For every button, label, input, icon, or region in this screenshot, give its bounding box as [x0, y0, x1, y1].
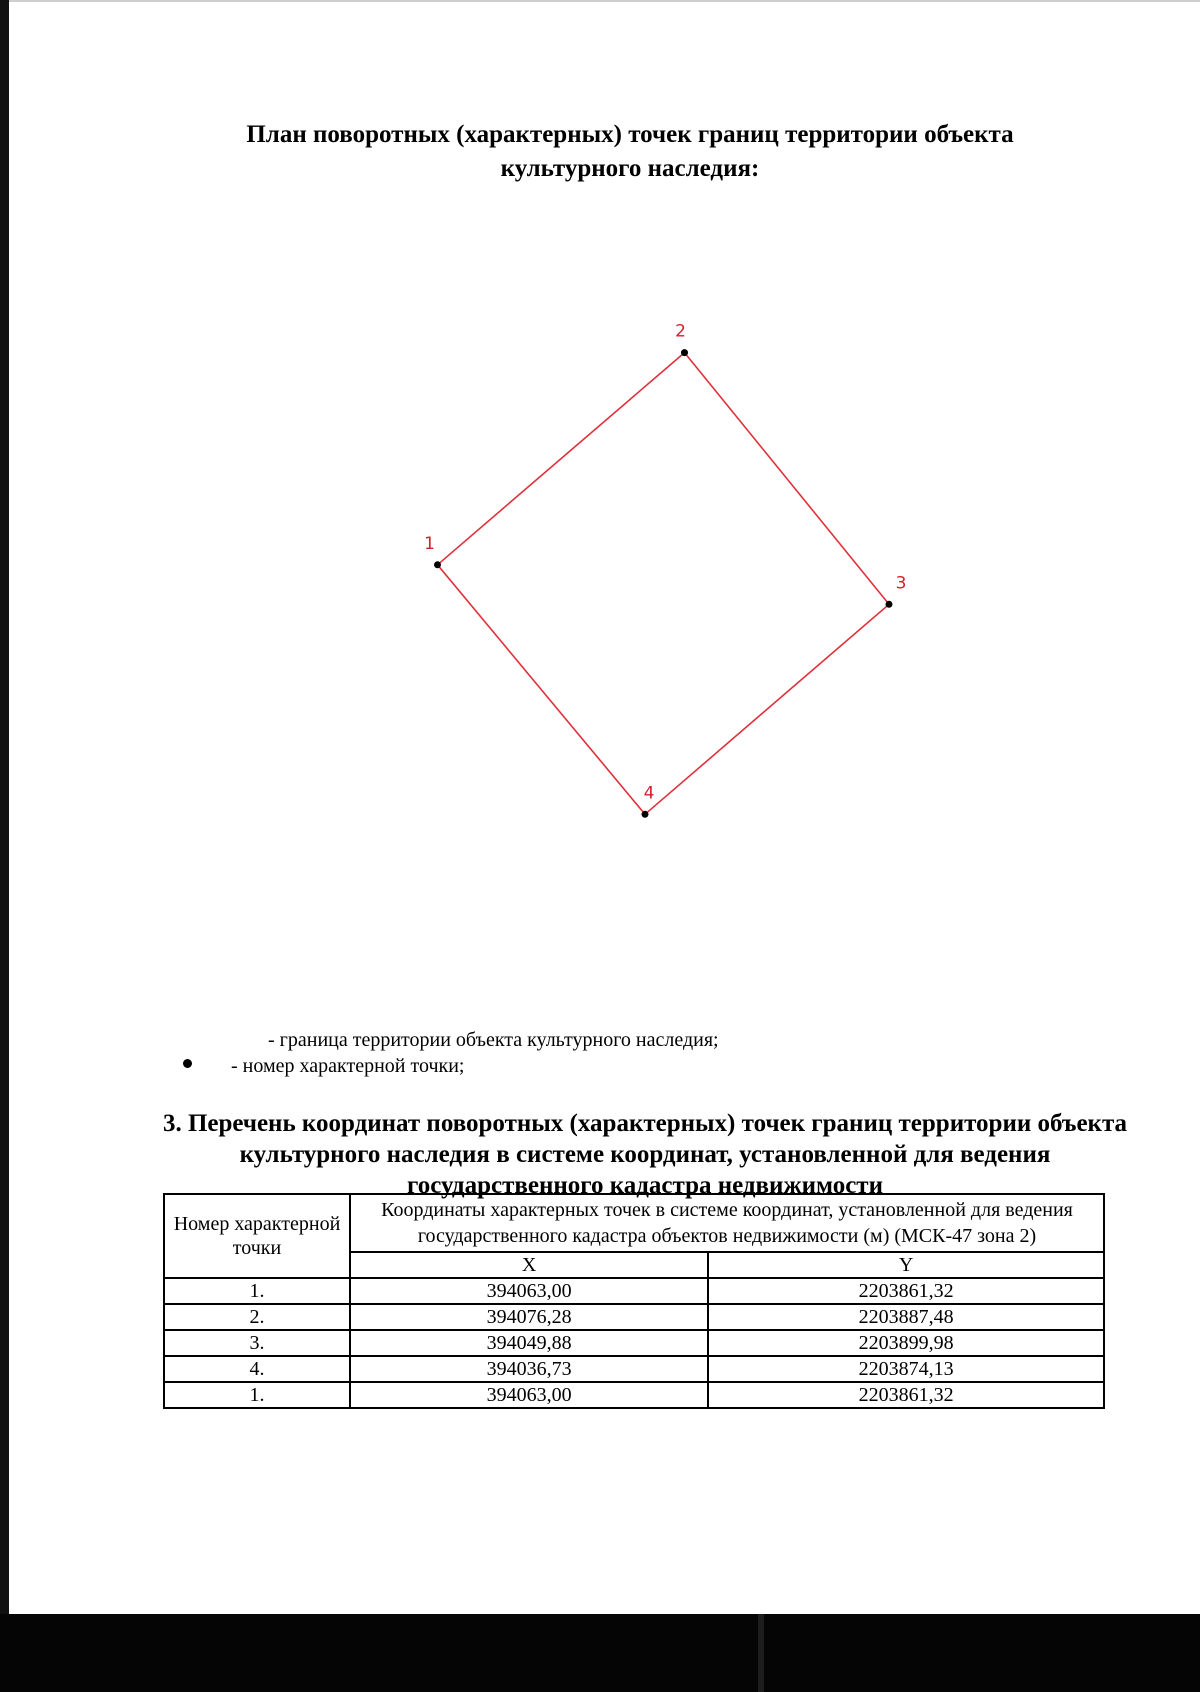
boundary-point-2 [681, 349, 688, 356]
point-label-2: 2 [675, 321, 686, 342]
section-title: 3. Перечень координат поворотных (характерных) точек границ территории объекта культурного наследия в системе координат, установленной для ведения государственного кадастра недвижимости [162, 1110, 1128, 1199]
cell-number: 3. [164, 1330, 350, 1356]
point-label-4: 4 [643, 783, 655, 804]
cell-y: 2203887,48 [708, 1304, 1104, 1330]
cell-number: 1. [164, 1278, 350, 1304]
header-coordinates: Координаты характерных точек в системе координат, установленной для ведения государственного кадастра объектов недвижимости (м) (МСК-47 зона 2) [350, 1194, 1104, 1252]
point-label-1: 1 [424, 533, 435, 554]
boundary-point-4 [642, 811, 649, 818]
legend-point-text: - номер характерной точки; [231, 1055, 465, 1077]
point-label-3: 3 [895, 573, 907, 594]
header-point-number: Номер характерной точки [164, 1194, 350, 1278]
table-row [164, 1330, 1104, 1356]
table-row [164, 1356, 1104, 1382]
legend-boundary-text: - граница территории объекта культурного наследия; [268, 1029, 719, 1051]
cell-number: 1. [164, 1382, 350, 1408]
cell-number: 4. [164, 1356, 350, 1382]
cell-x: 394076,28 [350, 1304, 708, 1330]
header-x: X [350, 1252, 708, 1278]
cell-x: 394063,00 [350, 1278, 708, 1304]
cell-number: 2. [164, 1304, 350, 1330]
boundary-line [438, 353, 890, 815]
table-row [164, 1304, 1104, 1330]
table-row [164, 1382, 1104, 1408]
cell-y: 2203874,13 [708, 1356, 1104, 1382]
boundary-point-1 [434, 561, 441, 568]
boundary-point-3 [886, 601, 893, 608]
plan-title: План поворотных (характерных) точек границ территории объекта культурного наследия: [246, 121, 1014, 182]
cell-y: 2203899,98 [708, 1330, 1104, 1356]
cell-x: 394036,73 [350, 1356, 708, 1382]
scan-bottom-band [0, 1614, 1200, 1692]
header-y: Y [708, 1252, 1104, 1278]
legend-point-marker [183, 1059, 192, 1068]
scan-seam [758, 1614, 764, 1692]
cell-x: 394049,88 [350, 1330, 708, 1356]
coordinates-table [163, 1193, 1105, 1409]
cell-x: 394063,00 [350, 1382, 708, 1408]
table-row [164, 1278, 1104, 1304]
table-header-row [164, 1194, 1104, 1252]
cell-y: 2203861,32 [708, 1382, 1104, 1408]
cell-y: 2203861,32 [708, 1278, 1104, 1304]
